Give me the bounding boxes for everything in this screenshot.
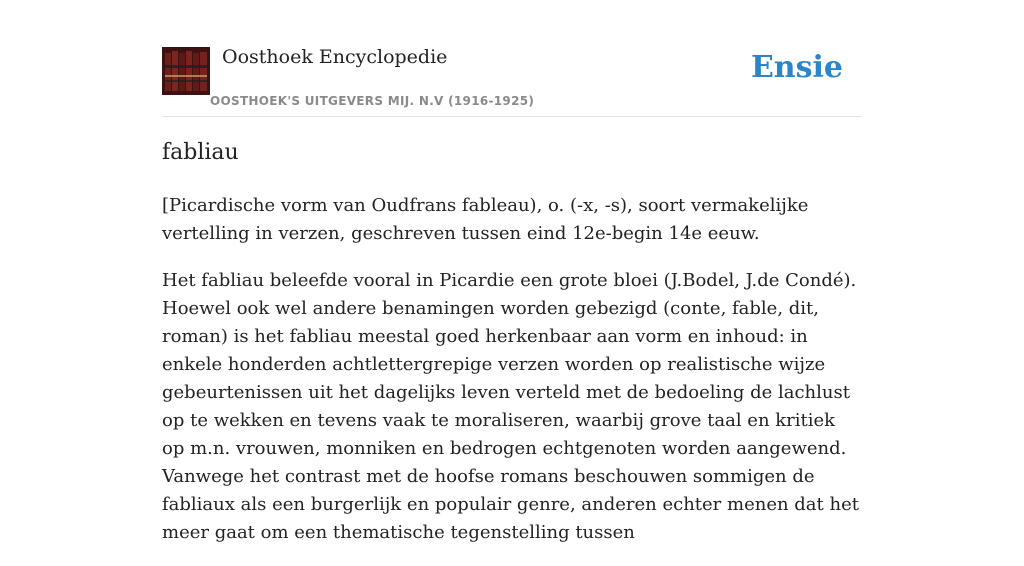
brand-logo[interactable]: Ensie — [750, 50, 843, 85]
header — [162, 44, 862, 117]
article-paragraph: Het fabliau beleefde vooral in Picardie een grote bloei (J.Bodel, J.de Condé). Hoewel ook wel andere benamingen worden gebezigd (conte, fable, dit, roman) is het fabliau meestal goed herkenbaar aan vorm en inhoud: in enkele honderden achtlettergrepige verzen worden op realistische wijze gebeurtenissen uit het dagelijks leven verteld met de bedoeling de lachlust op te wekken en tevens vaak te moraliseren, waarbij grove taal en kritiek op m.n. vrouwen, monniken en bedrogen echtgenoten worden aangewend. Vanwege het contrast met de hoofse romans beschouwen sommigen de fabliaux als een burgerlijk en populair genre, anderen echter menen dat het meer gaat om een thematische tegenstelling tussen — [162, 270, 859, 543]
book-spines-icon — [162, 47, 210, 95]
source-name[interactable]: Oosthoek Encyclopedie — [222, 46, 448, 68]
source-avatar[interactable] — [162, 47, 210, 95]
article-body — [162, 192, 862, 566]
article-paragraph: [Picardische vorm van Oudfrans fableau), o. (-x, -s), soort vermakelijke vertelling in verzen, geschreven tussen eind 12e-begin 14e eeuw. — [162, 195, 809, 244]
source-subtitle: OOSTHOEK'S UITGEVERS MIJ. N.V (1916-1925) — [210, 94, 535, 108]
article-title: fabliau — [162, 140, 239, 165]
